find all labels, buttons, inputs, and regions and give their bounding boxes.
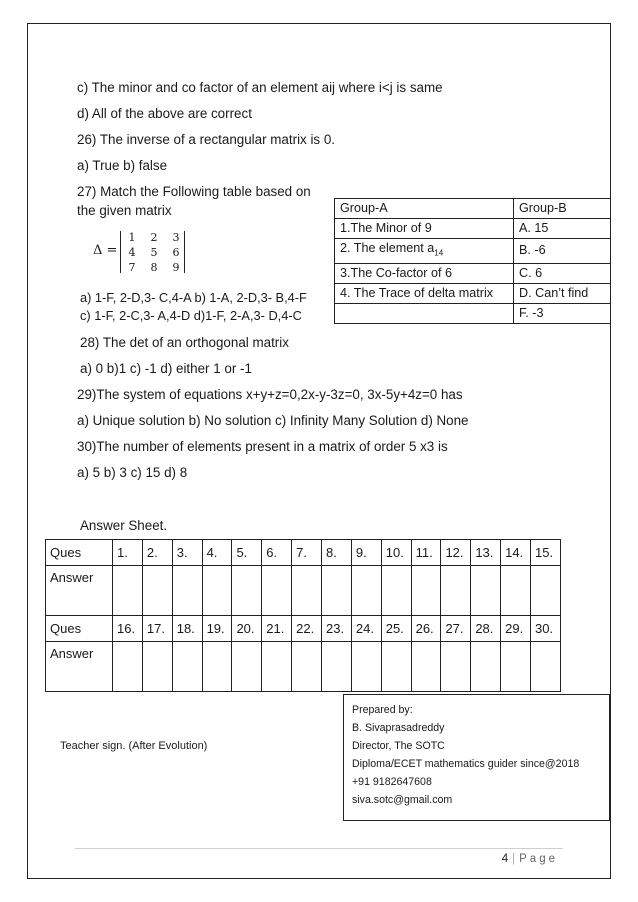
group-a-cell	[335, 303, 514, 323]
answer-cell	[172, 642, 202, 692]
matrix-cell: 8	[150, 261, 158, 274]
answer-sheet-table	[45, 539, 561, 692]
ques-number: 1.	[113, 540, 143, 566]
delta-symbol: Δ =	[93, 243, 118, 258]
q27-text-line1: 27) Match the Following table based on	[77, 184, 311, 199]
answer-cell	[441, 566, 471, 616]
answer-cell	[202, 642, 232, 692]
ques-number: 11.	[411, 540, 441, 566]
answer-cell	[232, 642, 262, 692]
answer-cell	[441, 642, 471, 692]
ques-number: 4.	[202, 540, 232, 566]
ques-number: 2.	[142, 540, 172, 566]
header-group-a: Group-A	[335, 199, 514, 219]
page-word: Page	[519, 853, 558, 865]
answer-cell	[113, 566, 143, 616]
matrix-cell: 2	[150, 231, 158, 244]
answer-cell	[142, 566, 172, 616]
delta-matrix	[90, 229, 190, 275]
answer-row-2	[46, 642, 561, 692]
answer-cell	[381, 566, 411, 616]
ques-number: 14.	[501, 540, 531, 566]
matrix-cell: 1	[128, 231, 136, 244]
answer-cell	[531, 566, 561, 616]
ques-number: 30.	[531, 616, 561, 642]
answer-cell	[411, 566, 441, 616]
answer-cell	[471, 642, 501, 692]
answer-cell	[501, 566, 531, 616]
answer-cell	[262, 566, 292, 616]
ques-number: 27.	[441, 616, 471, 642]
answer-cell	[531, 642, 561, 692]
answer-cell	[202, 566, 232, 616]
answer-cell	[142, 642, 172, 692]
matrix-cell: 7	[128, 261, 136, 274]
q27-text-line2: the given matrix	[77, 203, 172, 218]
group-a-cell: 1.The Minor of 9	[335, 219, 514, 239]
footer-divider	[75, 848, 563, 849]
answer-cell	[351, 642, 381, 692]
ques-number: 17.	[142, 616, 172, 642]
ques-number: 5.	[232, 540, 262, 566]
matrix-cell: 3	[172, 231, 180, 244]
q25-option-c: c) The minor and co factor of an element aij where i<j is same	[77, 80, 443, 95]
element-label: 2. The element a	[340, 241, 435, 255]
matrix-cell: 9	[172, 261, 180, 274]
match-table-row	[335, 303, 611, 323]
ques-label: Ques	[46, 616, 113, 642]
footer-separator: |	[512, 853, 517, 865]
ques-number: 24.	[351, 616, 381, 642]
teacher-sign: Teacher sign. (After Evolution)	[60, 740, 208, 752]
group-b-cell: F. -3	[514, 303, 611, 323]
ques-number: 18.	[172, 616, 202, 642]
ques-number: 26.	[411, 616, 441, 642]
ques-number: 8.	[322, 540, 352, 566]
q26-text: 26) The inverse of a rectangular matrix is 0.	[77, 132, 336, 147]
ques-number: 16.	[113, 616, 143, 642]
author-email: siva.sotc@gmail.com	[352, 794, 453, 806]
matrix-cell: 6	[172, 246, 180, 259]
answer-cell	[411, 642, 441, 692]
element-subscript: 14	[434, 248, 444, 258]
group-a-cell: 4. The Trace of delta matrix	[335, 283, 514, 303]
ques-number: 22.	[292, 616, 322, 642]
q25-option-d: d) All of the above are correct	[77, 106, 252, 121]
q28-text: 28) The det of an orthogonal matrix	[80, 335, 289, 350]
ques-row-1	[46, 540, 561, 566]
author-phone: +91 9182647608	[352, 776, 432, 788]
match-table-header	[335, 199, 611, 219]
matrix-left-bar	[120, 231, 121, 273]
q27-options-line2: c) 1-F, 2-C,3- A,4-D d)1-F, 2-A,3- D,4-C	[80, 308, 302, 323]
group-a-cell	[335, 239, 514, 264]
answer-row-1	[46, 566, 561, 616]
answer-cell	[292, 566, 322, 616]
ques-number: 20.	[232, 616, 262, 642]
ques-number: 3.	[172, 540, 202, 566]
answer-cell	[471, 566, 501, 616]
answer-cell	[351, 566, 381, 616]
answer-cell	[172, 566, 202, 616]
q29-options: a) Unique solution b) No solution c) Infinity Many Solution d) None	[77, 413, 469, 428]
ques-number: 23.	[322, 616, 352, 642]
answer-cell	[292, 642, 322, 692]
matrix-right-bar	[184, 231, 185, 273]
answer-cell	[381, 642, 411, 692]
q30-text: 30)The number of elements present in a matrix of order 5 x3 is	[77, 439, 448, 454]
header-group-b: Group-B	[514, 199, 611, 219]
answer-cell	[113, 642, 143, 692]
group-b-cell: A. 15	[514, 219, 611, 239]
prepared-by-box	[343, 694, 610, 821]
match-table-row	[335, 263, 611, 283]
match-table	[334, 198, 611, 324]
answer-cell	[232, 566, 262, 616]
q27-options-line1: a) 1-F, 2-D,3- C,4-A b) 1-A, 2-D,3- B,4-F	[80, 290, 307, 305]
answer-cell	[322, 642, 352, 692]
prepared-by-title: Prepared by:	[352, 704, 413, 716]
page-number: 4	[501, 853, 510, 865]
ques-number: 7.	[292, 540, 322, 566]
ques-number: 9.	[351, 540, 381, 566]
answer-label: Answer	[46, 566, 113, 616]
group-b-cell: D. Can’t find	[514, 283, 611, 303]
ques-number: 10.	[381, 540, 411, 566]
answer-cell	[262, 642, 292, 692]
q29-text: 29)The system of equations x+y+z=0,2x-y-3z=0, 3x-5y+4z=0 has	[77, 387, 463, 402]
answer-label: Answer	[46, 642, 113, 692]
ques-number: 25.	[381, 616, 411, 642]
ques-number: 19.	[202, 616, 232, 642]
ques-number: 21.	[262, 616, 292, 642]
group-a-cell: 3.The Co-factor of 6	[335, 263, 514, 283]
ques-row-2	[46, 616, 561, 642]
group-b-cell: B. -6	[514, 239, 611, 264]
ques-number: 12.	[441, 540, 471, 566]
match-table-row	[335, 239, 611, 264]
ques-number: 28.	[471, 616, 501, 642]
q30-options: a) 5 b) 3 c) 15 d) 8	[77, 465, 188, 480]
matrix-cell: 5	[150, 246, 158, 259]
ques-number: 29.	[501, 616, 531, 642]
ques-number: 6.	[262, 540, 292, 566]
q28-options: a) 0 b)1 c) -1 d) either 1 or -1	[80, 361, 252, 376]
matrix-cell: 4	[128, 246, 136, 259]
ques-number: 15.	[531, 540, 561, 566]
author-role: Director, The SOTC	[352, 740, 445, 752]
answer-cell	[322, 566, 352, 616]
answer-cell	[501, 642, 531, 692]
ques-label: Ques	[46, 540, 113, 566]
match-table-row	[335, 219, 611, 239]
match-table-row	[335, 283, 611, 303]
author-name: B. Sivaprasadreddy	[352, 722, 445, 734]
q26-options: a) True b) false	[77, 158, 168, 173]
page-footer	[502, 853, 558, 865]
group-b-cell: C. 6	[514, 263, 611, 283]
answer-sheet-title: Answer Sheet.	[80, 518, 168, 533]
author-description: Diploma/ECET mathematics guider since@2018	[352, 758, 580, 770]
ques-number: 13.	[471, 540, 501, 566]
